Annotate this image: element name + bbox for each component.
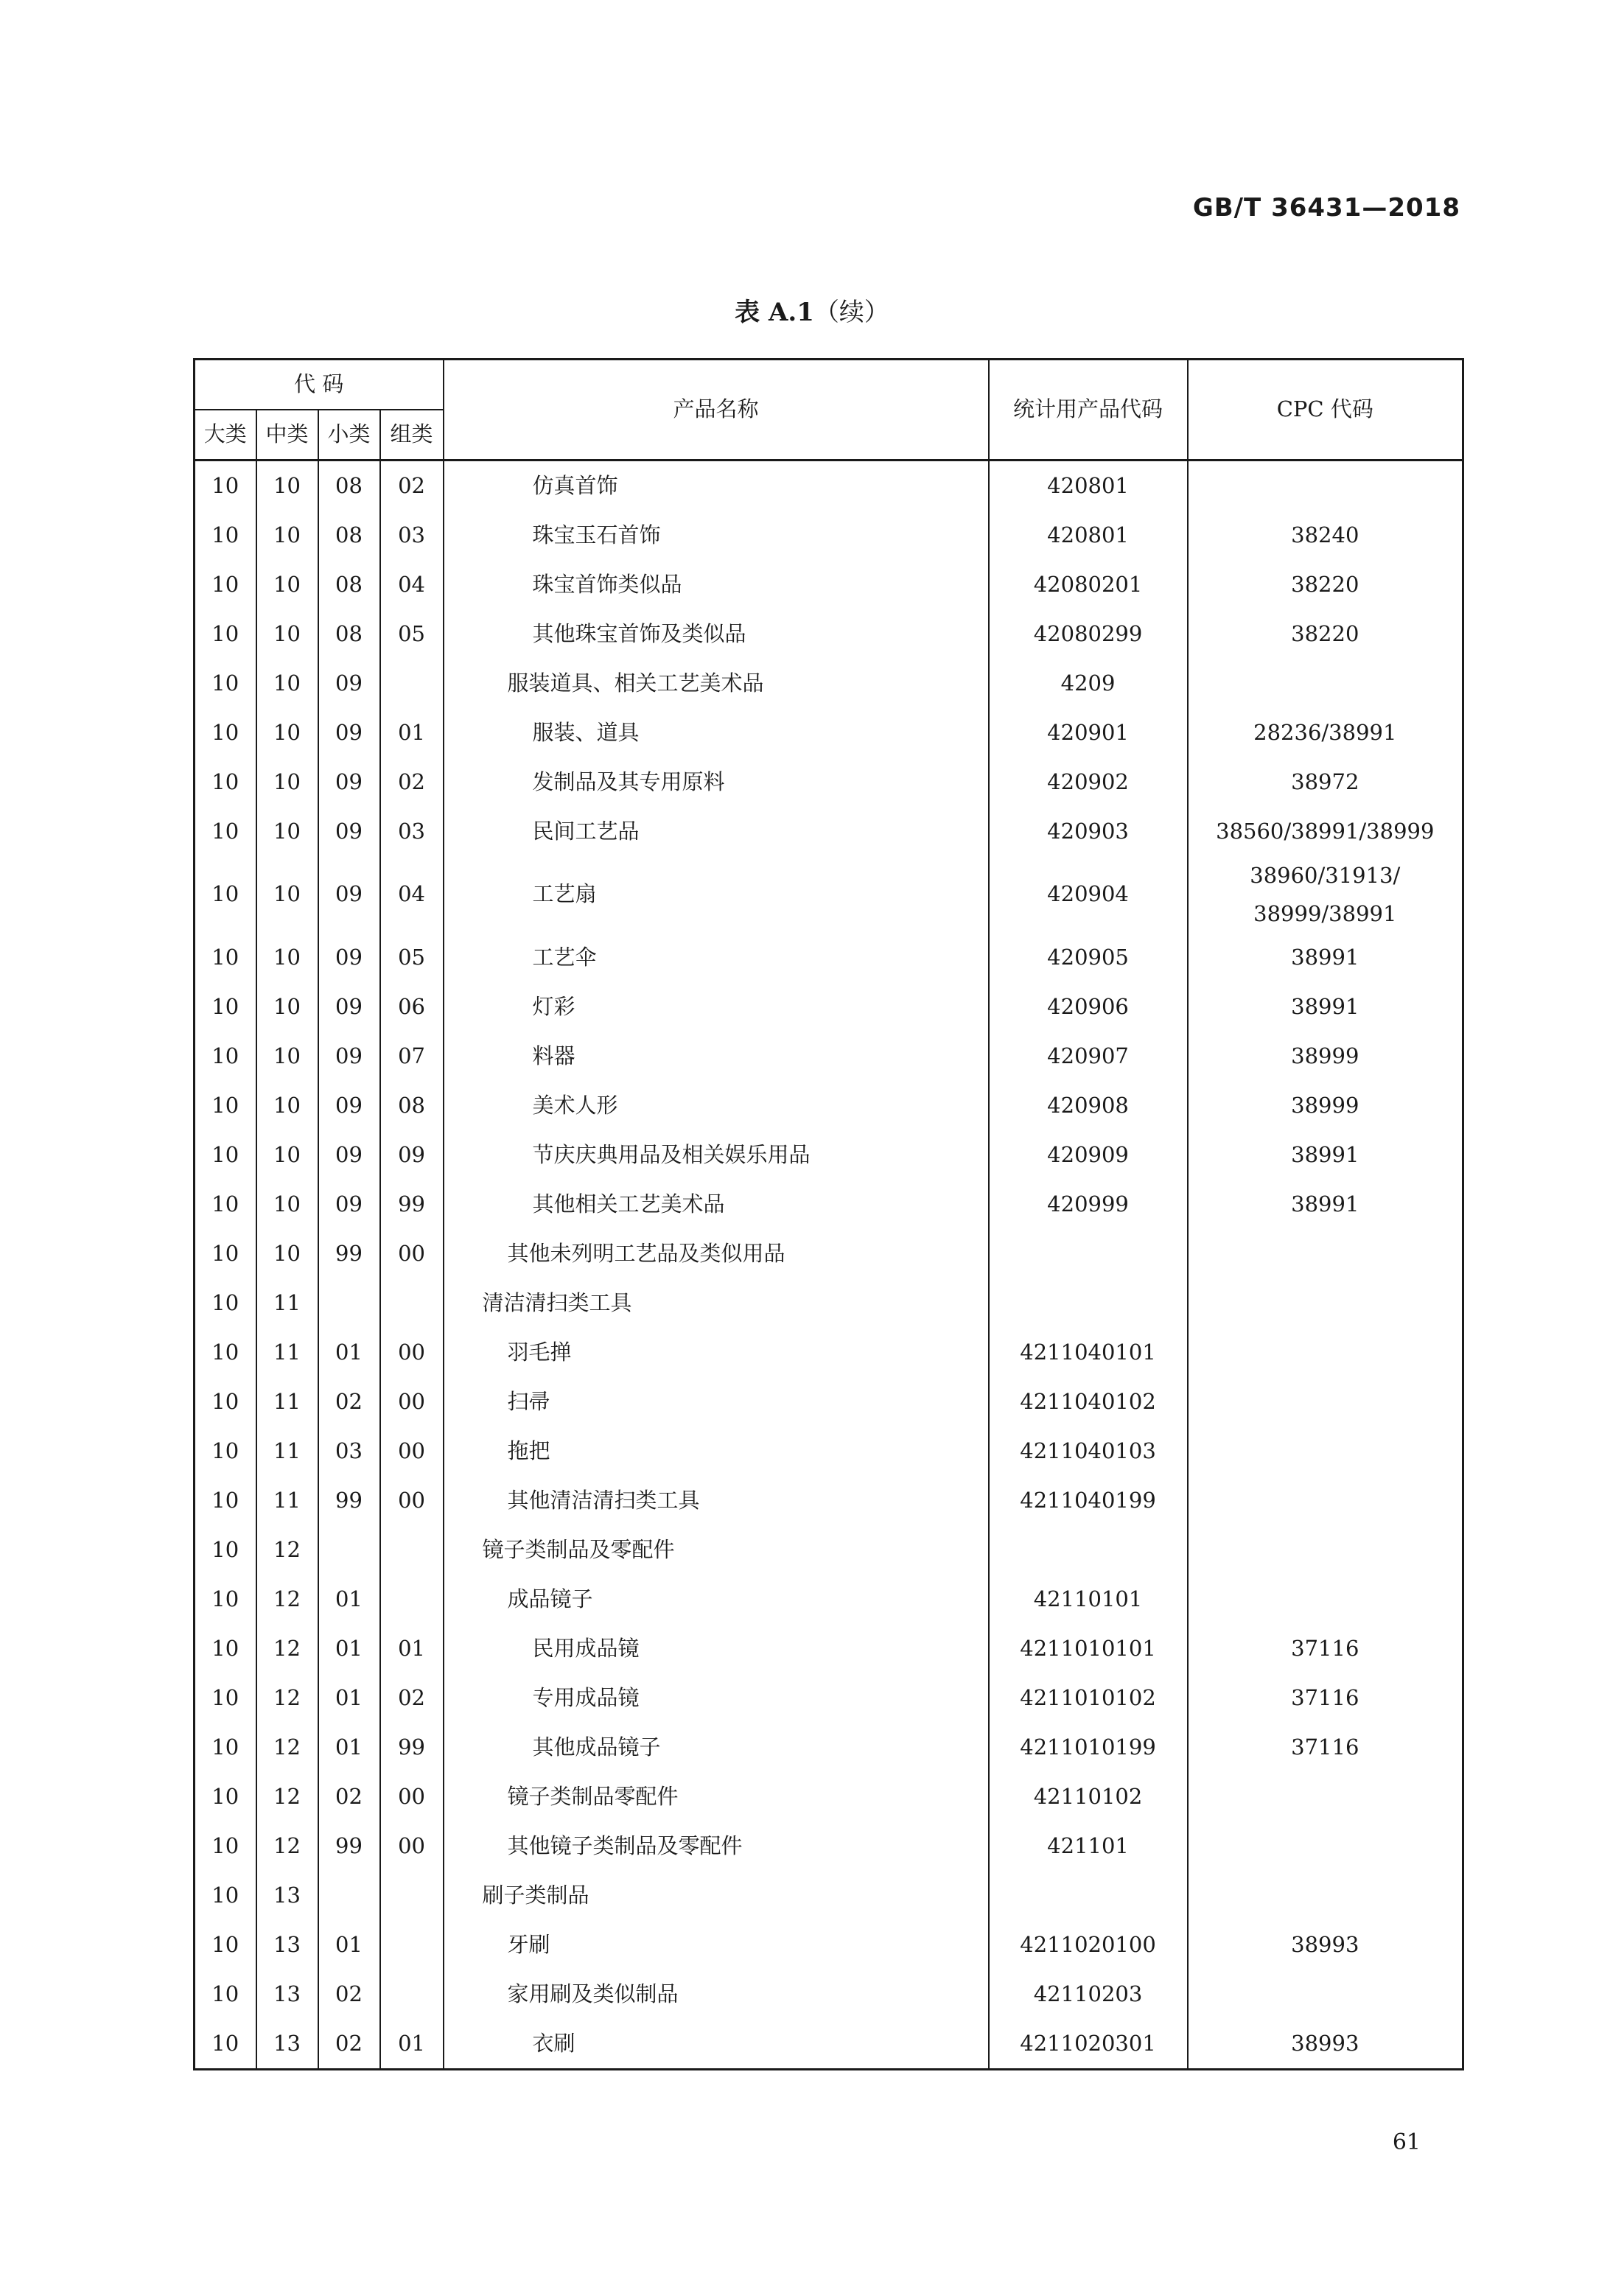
cell-stat-code: 42080201 — [989, 560, 1188, 609]
table-body — [195, 461, 1463, 2070]
cell-group: 01 — [380, 708, 444, 757]
cell-product-name: 民用成品镜 — [444, 1624, 989, 1673]
cell-minor: 03 — [318, 1426, 380, 1476]
cell-minor: 09 — [318, 708, 380, 757]
cell-stat-code: 4211010102 — [989, 1673, 1188, 1723]
cell-minor: 08 — [318, 560, 380, 609]
table-row — [195, 1624, 1463, 1673]
cell-group — [380, 1278, 444, 1328]
header-code-group: 代 码 — [195, 360, 444, 410]
cell-major: 10 — [195, 1180, 256, 1229]
cell-group: 02 — [380, 757, 444, 807]
cell-major: 10 — [195, 933, 256, 982]
cell-major: 10 — [195, 461, 256, 511]
cell-cpc-code: 38220 — [1188, 560, 1463, 609]
cell-major: 10 — [195, 1723, 256, 1772]
cell-group: 05 — [380, 933, 444, 982]
cell-minor — [318, 1278, 380, 1328]
cell-medium: 12 — [256, 1821, 318, 1871]
cell-cpc-code: 38991 — [1188, 982, 1463, 1032]
cell-major: 10 — [195, 856, 256, 933]
cell-medium: 10 — [256, 659, 318, 708]
cell-major: 10 — [195, 708, 256, 757]
cell-medium: 10 — [256, 708, 318, 757]
cell-product-name: 其他相关工艺美术品 — [444, 1180, 989, 1229]
cell-product-name: 灯彩 — [444, 982, 989, 1032]
header-cpc-code: CPC 代码 — [1188, 360, 1463, 461]
cell-cpc-code: 38993 — [1188, 2019, 1463, 2070]
table-title — [0, 292, 1624, 328]
cell-stat-code: 420909 — [989, 1130, 1188, 1180]
cell-cpc-code: 38220 — [1188, 609, 1463, 659]
cell-group — [380, 659, 444, 708]
cell-group: 04 — [380, 560, 444, 609]
cell-major: 10 — [195, 1377, 256, 1426]
cell-product-name: 衣刷 — [444, 2019, 989, 2070]
cell-group: 09 — [380, 1130, 444, 1180]
cell-stat-code — [989, 1229, 1188, 1278]
cell-cpc-code: 38999 — [1188, 1081, 1463, 1130]
cell-group: 00 — [380, 1229, 444, 1278]
cell-group: 07 — [380, 1032, 444, 1081]
page-number: 61 — [1392, 2129, 1421, 2155]
cell-major: 10 — [195, 1673, 256, 1723]
cell-cpc-code — [1188, 1377, 1463, 1426]
cell-stat-code: 420901 — [989, 708, 1188, 757]
cell-major: 10 — [195, 1032, 256, 1081]
cell-medium: 12 — [256, 1525, 318, 1575]
cell-cpc-code: 37116 — [1188, 1673, 1463, 1723]
table-row — [195, 1130, 1463, 1180]
cell-product-name: 其他镜子类制品及零配件 — [444, 1821, 989, 1871]
header-stat-code: 统计用产品代码 — [989, 360, 1188, 461]
cell-major: 10 — [195, 659, 256, 708]
cell-minor: 01 — [318, 1328, 380, 1377]
cell-stat-code: 42080299 — [989, 609, 1188, 659]
cell-minor: 09 — [318, 659, 380, 708]
cell-cpc-code — [1188, 1525, 1463, 1575]
table-row — [195, 1426, 1463, 1476]
cell-minor: 09 — [318, 1180, 380, 1229]
cell-medium: 10 — [256, 1180, 318, 1229]
cell-medium: 13 — [256, 1970, 318, 2019]
cell-stat-code: 420903 — [989, 807, 1188, 856]
cell-product-name: 料器 — [444, 1032, 989, 1081]
cell-cpc-code — [1188, 659, 1463, 708]
cell-product-name: 扫帚 — [444, 1377, 989, 1426]
cell-minor: 09 — [318, 982, 380, 1032]
cell-major: 10 — [195, 1970, 256, 2019]
cell-medium: 10 — [256, 933, 318, 982]
table-row — [195, 708, 1463, 757]
table-title-main: 表 A.1 — [735, 298, 814, 327]
cell-major: 10 — [195, 1624, 256, 1673]
cell-cpc-code — [1188, 856, 1463, 933]
cell-group: 02 — [380, 461, 444, 511]
cell-group: 03 — [380, 511, 444, 560]
table-row — [195, 1377, 1463, 1426]
cell-cpc-code — [1188, 1970, 1463, 2019]
cell-cpc-code — [1188, 461, 1463, 511]
cell-major: 10 — [195, 1229, 256, 1278]
cell-product-name: 节庆庆典用品及相关娱乐用品 — [444, 1130, 989, 1180]
cell-minor: 01 — [318, 1624, 380, 1673]
cell-major: 10 — [195, 1130, 256, 1180]
cell-cpc-code: 37116 — [1188, 1723, 1463, 1772]
cell-major: 10 — [195, 1575, 256, 1624]
cell-medium: 10 — [256, 757, 318, 807]
cell-group — [380, 1525, 444, 1575]
cell-major: 10 — [195, 1525, 256, 1575]
cell-medium: 10 — [256, 1130, 318, 1180]
cell-minor: 08 — [318, 511, 380, 560]
cell-major: 10 — [195, 1772, 256, 1821]
cell-minor: 09 — [318, 757, 380, 807]
cell-major: 10 — [195, 1920, 256, 1970]
cell-medium: 11 — [256, 1278, 318, 1328]
table-row — [195, 1476, 1463, 1525]
cell-major: 10 — [195, 807, 256, 856]
cell-cpc-code — [1188, 1772, 1463, 1821]
cell-stat-code: 4211040101 — [989, 1328, 1188, 1377]
cell-minor: 01 — [318, 1920, 380, 1970]
cell-group: 06 — [380, 982, 444, 1032]
cell-medium: 10 — [256, 511, 318, 560]
cell-group: 01 — [380, 1624, 444, 1673]
cell-stat-code: 420908 — [989, 1081, 1188, 1130]
cell-stat-code: 4211020301 — [989, 2019, 1188, 2070]
cell-cpc-code: 37116 — [1188, 1624, 1463, 1673]
cell-product-name: 羽毛掸 — [444, 1328, 989, 1377]
cell-minor: 99 — [318, 1229, 380, 1278]
cell-cpc-code: 28236/38991 — [1188, 708, 1463, 757]
cell-cpc-code: 38972 — [1188, 757, 1463, 807]
cell-minor: 09 — [318, 1032, 380, 1081]
cell-major: 10 — [195, 511, 256, 560]
cell-stat-code — [989, 1278, 1188, 1328]
cell-product-name: 服装道具、相关工艺美术品 — [444, 659, 989, 708]
cell-minor — [318, 1871, 380, 1920]
cell-group — [380, 1871, 444, 1920]
cell-medium: 12 — [256, 1673, 318, 1723]
cell-product-name: 民间工艺品 — [444, 807, 989, 856]
table-header — [195, 360, 1463, 461]
table-row — [195, 1525, 1463, 1575]
cell-product-name: 清洁清扫类工具 — [444, 1278, 989, 1328]
cell-minor: 08 — [318, 461, 380, 511]
cell-product-name: 珠宝首饰类似品 — [444, 560, 989, 609]
cell-medium: 12 — [256, 1772, 318, 1821]
cell-minor: 99 — [318, 1476, 380, 1525]
cell-group: 00 — [380, 1328, 444, 1377]
cell-medium: 13 — [256, 1871, 318, 1920]
cell-stat-code: 4211040103 — [989, 1426, 1188, 1476]
cell-minor: 01 — [318, 1723, 380, 1772]
cell-stat-code: 4209 — [989, 659, 1188, 708]
cell-group: 99 — [380, 1723, 444, 1772]
table-row — [195, 659, 1463, 708]
cell-stat-code: 4211010101 — [989, 1624, 1188, 1673]
cell-stat-code: 420907 — [989, 1032, 1188, 1081]
cell-product-name: 牙刷 — [444, 1920, 989, 1970]
cell-medium: 12 — [256, 1624, 318, 1673]
header-group: 组类 — [380, 410, 444, 461]
cell-product-name: 其他成品镜子 — [444, 1723, 989, 1772]
cell-cpc-code — [1188, 1476, 1463, 1525]
table-row — [195, 982, 1463, 1032]
cell-group — [380, 1970, 444, 2019]
cell-product-name: 专用成品镜 — [444, 1673, 989, 1723]
table-row — [195, 1920, 1463, 1970]
table-row — [195, 1723, 1463, 1772]
cell-minor: 09 — [318, 933, 380, 982]
cell-cpc-line: 38960/31913/ — [1250, 863, 1401, 888]
cell-medium: 10 — [256, 982, 318, 1032]
cell-cpc-code: 38991 — [1188, 933, 1463, 982]
cell-minor: 99 — [318, 1821, 380, 1871]
header-medium: 中类 — [256, 410, 318, 461]
table-row — [195, 511, 1463, 560]
table-row — [195, 2019, 1463, 2070]
standard-number: GB/T 36431—2018 — [1192, 193, 1460, 223]
table-row — [195, 609, 1463, 659]
cell-minor: 02 — [318, 1772, 380, 1821]
cell-stat-code: 420904 — [989, 856, 1188, 933]
cell-product-name: 工艺伞 — [444, 933, 989, 982]
cell-cpc-code — [1188, 1229, 1463, 1278]
product-code-table — [193, 358, 1464, 2070]
cell-medium: 10 — [256, 1081, 318, 1130]
cell-product-name: 拖把 — [444, 1426, 989, 1476]
cell-major: 10 — [195, 1278, 256, 1328]
cell-medium: 12 — [256, 1575, 318, 1624]
cell-product-name: 镜子类制品及零配件 — [444, 1525, 989, 1575]
cell-major: 10 — [195, 2019, 256, 2070]
cell-stat-code: 42110101 — [989, 1575, 1188, 1624]
cell-stat-code: 4211040102 — [989, 1377, 1188, 1426]
cell-product-name: 镜子类制品零配件 — [444, 1772, 989, 1821]
table-row — [195, 1871, 1463, 1920]
cell-product-name: 服装、道具 — [444, 708, 989, 757]
cell-stat-code: 420902 — [989, 757, 1188, 807]
cell-minor: 09 — [318, 1130, 380, 1180]
cell-group: 00 — [380, 1772, 444, 1821]
cell-group — [380, 1920, 444, 1970]
cell-medium: 10 — [256, 609, 318, 659]
cell-minor: 09 — [318, 807, 380, 856]
cell-cpc-code — [1188, 1328, 1463, 1377]
cell-minor: 01 — [318, 1575, 380, 1624]
cell-medium: 13 — [256, 1920, 318, 1970]
cell-medium: 10 — [256, 1032, 318, 1081]
cell-cpc-code: 38991 — [1188, 1130, 1463, 1180]
cell-major: 10 — [195, 757, 256, 807]
cell-product-name: 其他珠宝首饰及类似品 — [444, 609, 989, 659]
cell-cpc-code: 38999 — [1188, 1032, 1463, 1081]
table-row — [195, 1575, 1463, 1624]
table-row — [195, 1970, 1463, 2019]
cell-product-name: 家用刷及类似制品 — [444, 1970, 989, 2019]
header-product-name: 产品名称 — [444, 360, 989, 461]
table-row — [195, 560, 1463, 609]
cell-stat-code: 420999 — [989, 1180, 1188, 1229]
cell-medium: 11 — [256, 1377, 318, 1426]
cell-product-name: 仿真首饰 — [444, 461, 989, 511]
cell-stat-code: 4211010199 — [989, 1723, 1188, 1772]
cell-group: 00 — [380, 1821, 444, 1871]
cell-cpc-line: 38999/38991 — [1253, 901, 1397, 926]
cell-medium: 13 — [256, 2019, 318, 2070]
cell-stat-code: 420905 — [989, 933, 1188, 982]
cell-group: 03 — [380, 807, 444, 856]
cell-product-name: 珠宝玉石首饰 — [444, 511, 989, 560]
cell-stat-code: 42110203 — [989, 1970, 1188, 2019]
cell-stat-code: 420801 — [989, 511, 1188, 560]
cell-stat-code: 4211020100 — [989, 1920, 1188, 1970]
table-title-suffix: （续） — [813, 298, 889, 327]
table-row — [195, 856, 1463, 933]
cell-stat-code: 42110102 — [989, 1772, 1188, 1821]
cell-group: 00 — [380, 1476, 444, 1525]
cell-group: 05 — [380, 609, 444, 659]
table-row — [195, 1821, 1463, 1871]
cell-minor: 08 — [318, 609, 380, 659]
cell-medium: 10 — [256, 856, 318, 933]
cell-stat-code: 420906 — [989, 982, 1188, 1032]
cell-minor: 02 — [318, 2019, 380, 2070]
cell-group: 04 — [380, 856, 444, 933]
cell-product-name: 成品镜子 — [444, 1575, 989, 1624]
cell-medium: 11 — [256, 1328, 318, 1377]
cell-major: 10 — [195, 609, 256, 659]
cell-cpc-code: 38991 — [1188, 1180, 1463, 1229]
cell-group: 02 — [380, 1673, 444, 1723]
cell-cpc-code — [1188, 1278, 1463, 1328]
table-row — [195, 1328, 1463, 1377]
cell-stat-code — [989, 1525, 1188, 1575]
cell-group: 08 — [380, 1081, 444, 1130]
cell-major: 10 — [195, 1426, 256, 1476]
table-row — [195, 1032, 1463, 1081]
cell-group: 00 — [380, 1426, 444, 1476]
cell-major: 10 — [195, 1476, 256, 1525]
cell-product-name: 其他清洁清扫类工具 — [444, 1476, 989, 1525]
cell-minor: 02 — [318, 1970, 380, 2019]
cell-minor: 09 — [318, 1081, 380, 1130]
cell-cpc-code — [1188, 1871, 1463, 1920]
table-row — [195, 807, 1463, 856]
table-row — [195, 1229, 1463, 1278]
cell-minor: 02 — [318, 1377, 380, 1426]
cell-cpc-code — [1188, 1426, 1463, 1476]
cell-product-name: 工艺扇 — [444, 856, 989, 933]
cell-group: 01 — [380, 2019, 444, 2070]
cell-medium: 10 — [256, 807, 318, 856]
cell-medium: 11 — [256, 1476, 318, 1525]
cell-minor — [318, 1525, 380, 1575]
cell-medium: 12 — [256, 1723, 318, 1772]
cell-stat-code: 421101 — [989, 1821, 1188, 1871]
cell-minor: 09 — [318, 856, 380, 933]
cell-major: 10 — [195, 1821, 256, 1871]
table-row — [195, 1772, 1463, 1821]
cell-product-name: 发制品及其专用原料 — [444, 757, 989, 807]
cell-group: 00 — [380, 1377, 444, 1426]
cell-group — [380, 1575, 444, 1624]
cell-product-name: 其他未列明工艺品及类似用品 — [444, 1229, 989, 1278]
table-row — [195, 1278, 1463, 1328]
cell-medium: 10 — [256, 1229, 318, 1278]
cell-major: 10 — [195, 1871, 256, 1920]
table-row — [195, 1081, 1463, 1130]
cell-minor: 01 — [318, 1673, 380, 1723]
table-row — [195, 757, 1463, 807]
cell-stat-code: 420801 — [989, 461, 1188, 511]
header-minor: 小类 — [318, 410, 380, 461]
header-major: 大类 — [195, 410, 256, 461]
cell-group: 99 — [380, 1180, 444, 1229]
table-row — [195, 1180, 1463, 1229]
table-row — [195, 933, 1463, 982]
cell-product-name: 美术人形 — [444, 1081, 989, 1130]
cell-cpc-code: 38993 — [1188, 1920, 1463, 1970]
table-row — [195, 1673, 1463, 1723]
cell-medium: 10 — [256, 461, 318, 511]
cell-cpc-code — [1188, 1821, 1463, 1871]
cell-medium: 10 — [256, 560, 318, 609]
cell-major: 10 — [195, 1081, 256, 1130]
cell-major: 10 — [195, 982, 256, 1032]
cell-major: 10 — [195, 1328, 256, 1377]
cell-cpc-code: 38560/38991/38999 — [1188, 807, 1463, 856]
cell-cpc-code: 38240 — [1188, 511, 1463, 560]
cell-stat-code: 4211040199 — [989, 1476, 1188, 1525]
cell-product-name: 刷子类制品 — [444, 1871, 989, 1920]
cell-cpc-code — [1188, 1575, 1463, 1624]
table-row — [195, 461, 1463, 511]
cell-medium: 11 — [256, 1426, 318, 1476]
cell-stat-code — [989, 1871, 1188, 1920]
cell-major: 10 — [195, 560, 256, 609]
